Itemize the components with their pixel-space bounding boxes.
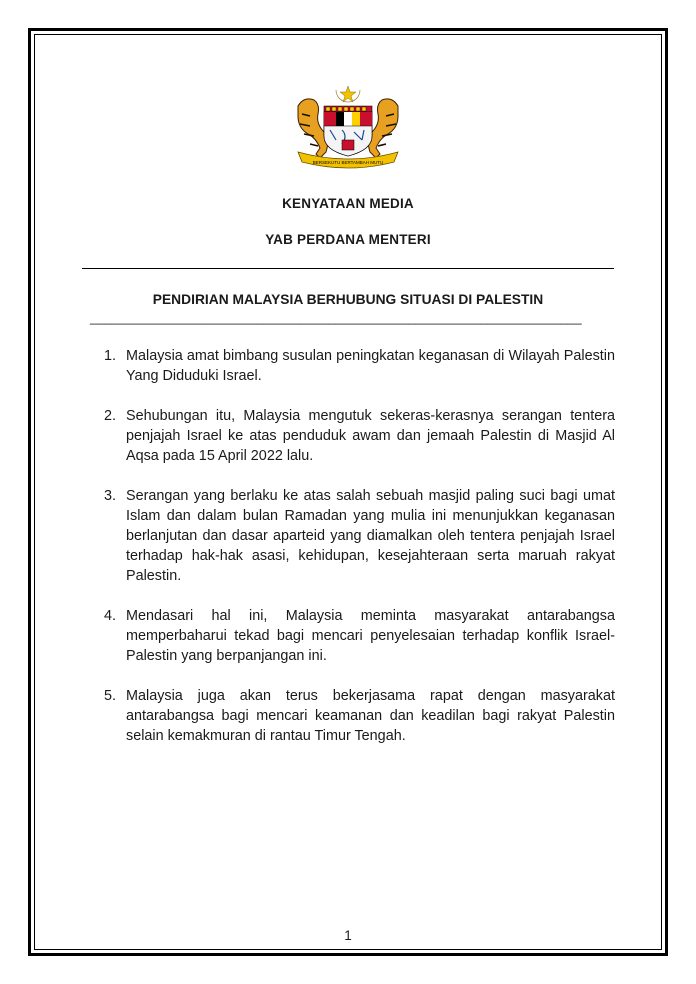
point-item (104, 606, 615, 666)
header-divider (82, 268, 614, 269)
point-text: Mendasari hal ini, Malaysia meminta masyarakat antarabangsa memperbaharui tekad bagi mencari penyelesaian terhadap konflik Israel-Palestin yang berpanjangan ini. (126, 608, 615, 664)
point-number: 5. (104, 688, 117, 704)
svg-text:BERSEKUTU BERTAMBAH MUTU: BERSEKUTU BERTAMBAH MUTU (312, 160, 384, 165)
statement-points (104, 346, 615, 746)
point-number: 4. (104, 608, 117, 624)
point-item (104, 686, 615, 746)
point-text: Malaysia juga akan terus bekerjasama rapat dengan masyarakat antarabangsa bagi mencari keamanan dan keadilan bagi rakyat Palestin selain kemakmuran di rantau Timur Tengah. (126, 688, 615, 744)
media-statement-label: KENYATAAN MEDIA (282, 196, 414, 211)
prime-minister-label: YAB PERDANA MENTERI (265, 232, 431, 247)
point-item (104, 406, 615, 466)
point-item (104, 486, 615, 586)
title-underline: ____________________________________________________________________ (90, 310, 582, 325)
page-number: 1 (344, 928, 352, 943)
point-text: Malaysia amat bimbang susulan peningkatan keganasan di Wilayah Palestin Yang Diduduki Israel. (126, 348, 615, 384)
point-text: Sehubungan itu, Malaysia mengutuk sekeras-kerasnya serangan tentera penjajah Israel ke atas penduduk awam dan jemaah Palestin di Masjid Al Aqsa pada 15 April 2022 lalu. (126, 408, 615, 464)
point-number: 1. (104, 348, 117, 364)
statement-title: PENDIRIAN MALAYSIA BERHUBUNG SITUASI DI PALESTIN (152, 292, 544, 307)
point-item (104, 346, 615, 386)
point-number: 2. (104, 408, 117, 424)
coat-of-arms-icon (284, 84, 412, 174)
point-text: Serangan yang berlaku ke atas salah sebuah masjid paling suci bagi umat Islam dan dalam bulan Ramadan yang mulia ini menunjukkan keganasan berlanjutan dan dasar aparteid yang diamalkan oleh tentera penjajah Israel terhadap hak-hak asasi, kehidupan, kesejahteraan serta maruah rakyat Palestin. (126, 488, 615, 584)
point-number: 3. (104, 488, 117, 504)
